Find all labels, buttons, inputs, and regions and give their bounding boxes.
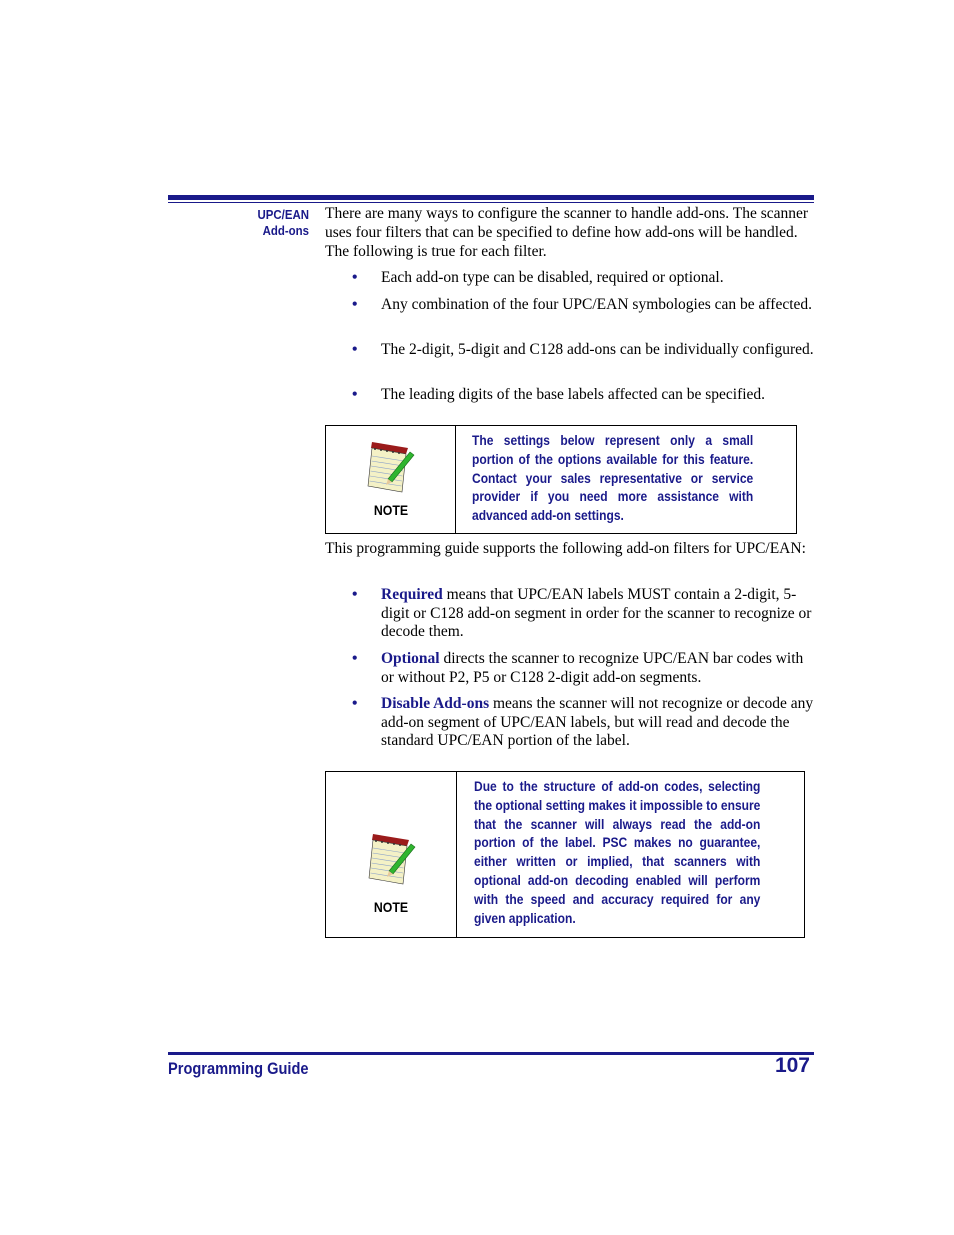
note-text: The settings below represent only a small portion of the options available for this feature. Contact your sales representative or service provider if you need more assistance with advanced add-on settings. — [472, 432, 754, 524]
notepad-pencil-icon — [367, 830, 417, 886]
list-item: • Optional directs the scanner to recognize UPC/EAN bar codes with or without P2, P5 or C128 2-digit add-on segments. — [352, 650, 804, 686]
list-item: • The 2-digit, 5-digit and C128 add-ons can be individually configured. — [352, 341, 814, 358]
note-box — [325, 425, 797, 534]
note-label: NOTE — [373, 899, 409, 915]
footer-rule — [168, 1052, 814, 1055]
filter-term: Disable Add-ons — [381, 695, 490, 712]
note-label: NOTE — [373, 502, 409, 518]
list-item: • The leading digits of the base labels affected can be specified. — [352, 386, 766, 403]
header-rule — [168, 195, 814, 203]
section-heading: UPC/EAN Add-ons — [257, 207, 309, 238]
list-item: • Any combination of the four UPC/EAN symbologies can be affected. — [352, 296, 813, 313]
list-item: • Disable Add-ons means the scanner will not recognize or decode any add-on segment of UPC/EAN labels, but will read and decode the standard UPC/EAN portion of the label. — [352, 695, 814, 750]
filter-term: Optional — [381, 650, 440, 667]
list-item: • Required means that UPC/EAN labels MUST contain a 2-digit, 5-digit or C128 add-on segment in order for the scanner to recognize or decode them. — [352, 586, 812, 641]
section-intro: There are many ways to configure the scanner to handle add-ons. The scanner uses four filters that can be specified to define how add-ons will be handled. The following is true for each filter. — [325, 205, 809, 260]
note-box — [325, 771, 805, 938]
filters-intro: This programming guide supports the following add-on filters for UPC/EAN: — [325, 540, 806, 557]
list-item: • Each add-on type can be disabled, required or optional. — [352, 269, 724, 286]
page-number: 107 — [774, 1054, 810, 1077]
note-text: Due to the structure of add-on codes, selecting the optional setting makes it impossible to ensure that the scanner will always read the add-on portion of the label. PSC makes no guarantee, either written or implied, that scanners with optional add-on decoding enabled will perform with the speed and accuracy required for any given application. — [474, 778, 761, 926]
filter-term: Required — [381, 586, 443, 603]
footer-title: Programming Guide — [168, 1059, 309, 1078]
notepad-pencil-icon — [366, 438, 416, 494]
